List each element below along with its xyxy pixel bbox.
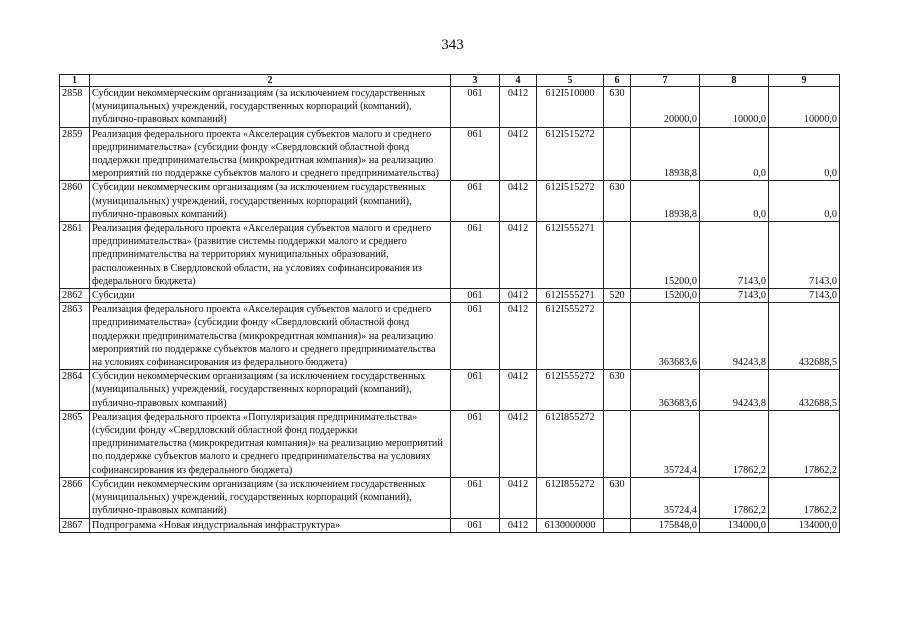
table-row bbox=[60, 127, 840, 181]
amount-cell: 94243,8 bbox=[700, 370, 769, 411]
table-row bbox=[60, 289, 840, 303]
amount-cell: 7143,0 bbox=[769, 289, 840, 303]
amount-cell: 18938,8 bbox=[631, 181, 700, 222]
description-cell: Подпрограмма «Новая индустриальная инфраструктура» bbox=[90, 518, 451, 532]
description-cell: Субсидии некоммерческим организациям (за исключением государственных (муниципальных) учреждений, государственных корпораций (компаний), публично-правовых компаний) bbox=[90, 87, 451, 128]
section-cell: 0412 bbox=[500, 410, 537, 477]
amount-cell: 0,0 bbox=[700, 127, 769, 181]
column-header-5: 5 bbox=[537, 75, 604, 87]
amount-cell: 17862,2 bbox=[769, 410, 840, 477]
section-cell: 0412 bbox=[500, 518, 537, 532]
amount-cell: 7143,0 bbox=[700, 289, 769, 303]
amount-cell: 0,0 bbox=[769, 127, 840, 181]
expense-type-cell: 630 bbox=[604, 181, 631, 222]
section-cell: 0412 bbox=[500, 181, 537, 222]
code-cell: 061 bbox=[451, 303, 500, 370]
amount-cell: 18938,8 bbox=[631, 127, 700, 181]
row-number-cell: 2862 bbox=[60, 289, 90, 303]
target-article-cell: 612I855272 bbox=[537, 477, 604, 518]
amount-cell: 10000,0 bbox=[769, 87, 840, 128]
code-cell: 061 bbox=[451, 518, 500, 532]
section-cell: 0412 bbox=[500, 222, 537, 289]
column-header-6: 6 bbox=[604, 75, 631, 87]
code-cell: 061 bbox=[451, 181, 500, 222]
amount-cell: 7143,0 bbox=[769, 222, 840, 289]
column-header-2: 2 bbox=[90, 75, 451, 87]
amount-cell: 0,0 bbox=[700, 181, 769, 222]
description-cell: Субсидии некоммерческим организациям (за исключением государственных (муниципальных) учреждений, государственных корпораций (компаний), публично-правовых компаний) bbox=[90, 181, 451, 222]
expense-type-cell bbox=[604, 222, 631, 289]
table-row bbox=[60, 518, 840, 532]
amount-cell: 134000,0 bbox=[769, 518, 840, 532]
amount-cell: 17862,2 bbox=[700, 410, 769, 477]
budget-table bbox=[59, 74, 840, 533]
target-article-cell: 612I515272 bbox=[537, 181, 604, 222]
code-cell: 061 bbox=[451, 370, 500, 411]
column-header-3: 3 bbox=[451, 75, 500, 87]
expense-type-cell: 630 bbox=[604, 87, 631, 128]
expense-type-cell bbox=[604, 518, 631, 532]
amount-cell: 17862,2 bbox=[769, 477, 840, 518]
column-header-7: 7 bbox=[631, 75, 700, 87]
expense-type-cell: 520 bbox=[604, 289, 631, 303]
amount-cell: 134000,0 bbox=[700, 518, 769, 532]
target-article-cell: 612I855272 bbox=[537, 410, 604, 477]
code-cell: 061 bbox=[451, 410, 500, 477]
description-cell: Реализация федерального проекта «Акселерация субъектов малого и среднего предпринимательства» (развитие системы поддержки малого и среднего предпринимательства на территориях муниципальных образований, расположенных в Свердловской области, на условиях софинансирования из федерального бюджета) bbox=[90, 222, 451, 289]
target-article-cell: 6130000000 bbox=[537, 518, 604, 532]
description-cell: Субсидии некоммерческим организациям (за исключением государственных (муниципальных) учреждений, государственных корпораций (компаний), публично-правовых компаний) bbox=[90, 370, 451, 411]
description-cell: Реализация федерального проекта «Акселерация субъектов малого и среднего предпринимательства» (субсидии фонду «Свердловский областной фонд поддержки предпринимательства (микрокредитная компания)» на реализацию мероприятий по поддержке субъектов малого и среднего предпринимательства) bbox=[90, 127, 451, 181]
section-cell: 0412 bbox=[500, 477, 537, 518]
table-header-row bbox=[60, 75, 840, 87]
row-number-cell: 2861 bbox=[60, 222, 90, 289]
expense-type-cell: 630 bbox=[604, 370, 631, 411]
amount-cell: 94243,8 bbox=[700, 303, 769, 370]
amount-cell: 15200,0 bbox=[631, 289, 700, 303]
amount-cell: 20000,0 bbox=[631, 87, 700, 128]
amount-cell: 363683,6 bbox=[631, 303, 700, 370]
expense-type-cell bbox=[604, 127, 631, 181]
table-row bbox=[60, 222, 840, 289]
amount-cell: 35724,4 bbox=[631, 477, 700, 518]
amount-cell: 432688,5 bbox=[769, 370, 840, 411]
target-article-cell: 612I555272 bbox=[537, 303, 604, 370]
code-cell: 061 bbox=[451, 87, 500, 128]
expense-type-cell bbox=[604, 410, 631, 477]
row-number-cell: 2864 bbox=[60, 370, 90, 411]
row-number-cell: 2866 bbox=[60, 477, 90, 518]
amount-cell: 7143,0 bbox=[700, 222, 769, 289]
row-number-cell: 2860 bbox=[60, 181, 90, 222]
section-cell: 0412 bbox=[500, 87, 537, 128]
code-cell: 061 bbox=[451, 477, 500, 518]
table-row bbox=[60, 181, 840, 222]
expense-type-cell bbox=[604, 303, 631, 370]
amount-cell: 15200,0 bbox=[631, 222, 700, 289]
amount-cell: 363683,6 bbox=[631, 370, 700, 411]
table-row bbox=[60, 410, 840, 477]
row-number-cell: 2863 bbox=[60, 303, 90, 370]
amount-cell: 0,0 bbox=[769, 181, 840, 222]
amount-cell: 175848,0 bbox=[631, 518, 700, 532]
target-article-cell: 612I555271 bbox=[537, 289, 604, 303]
amount-cell: 432688,5 bbox=[769, 303, 840, 370]
row-number-cell: 2859 bbox=[60, 127, 90, 181]
row-number-cell: 2867 bbox=[60, 518, 90, 532]
table-row bbox=[60, 303, 840, 370]
table-row bbox=[60, 370, 840, 411]
target-article-cell: 612I555272 bbox=[537, 370, 604, 411]
page-number: 343 bbox=[441, 37, 464, 53]
section-cell: 0412 bbox=[500, 370, 537, 411]
description-cell: Субсидии некоммерческим организациям (за исключением государственных (муниципальных) учреждений, государственных корпораций (компаний), публично-правовых компаний) bbox=[90, 477, 451, 518]
code-cell: 061 bbox=[451, 127, 500, 181]
table-row bbox=[60, 477, 840, 518]
amount-cell: 35724,4 bbox=[631, 410, 700, 477]
expense-type-cell: 630 bbox=[604, 477, 631, 518]
code-cell: 061 bbox=[451, 222, 500, 289]
column-header-9: 9 bbox=[769, 75, 840, 87]
column-header-1: 1 bbox=[60, 75, 90, 87]
column-header-8: 8 bbox=[700, 75, 769, 87]
section-cell: 0412 bbox=[500, 303, 537, 370]
table-row bbox=[60, 87, 840, 128]
description-cell: Реализация федерального проекта «Популяризация предпринимательства» (субсидии фонду «Свердловский областной фонд поддержки предпринимательства (микрокредитная компания)» на реализацию мероприятий по поддержке субъектов малого и среднего предпринимательства на условиях софинансирования из федерального бюджета) bbox=[90, 410, 451, 477]
section-cell: 0412 bbox=[500, 127, 537, 181]
table-body bbox=[60, 87, 840, 533]
target-article-cell: 612I510000 bbox=[537, 87, 604, 128]
amount-cell: 10000,0 bbox=[700, 87, 769, 128]
row-number-cell: 2858 bbox=[60, 87, 90, 128]
description-cell: Субсидии bbox=[90, 289, 451, 303]
section-cell: 0412 bbox=[500, 289, 537, 303]
code-cell: 061 bbox=[451, 289, 500, 303]
description-cell: Реализация федерального проекта «Акселерация субъектов малого и среднего предпринимательства» (субсидии фонду «Свердловский областной фонд поддержки предпринимательства (микрокредитная компания)» на реализацию мероприятий по поддержке субъектов малого и среднего предпринимательства на условиях софинансирования из федерального бюджета) bbox=[90, 303, 451, 370]
column-header-4: 4 bbox=[500, 75, 537, 87]
row-number-cell: 2865 bbox=[60, 410, 90, 477]
target-article-cell: 612I515272 bbox=[537, 127, 604, 181]
target-article-cell: 612I555271 bbox=[537, 222, 604, 289]
amount-cell: 17862,2 bbox=[700, 477, 769, 518]
